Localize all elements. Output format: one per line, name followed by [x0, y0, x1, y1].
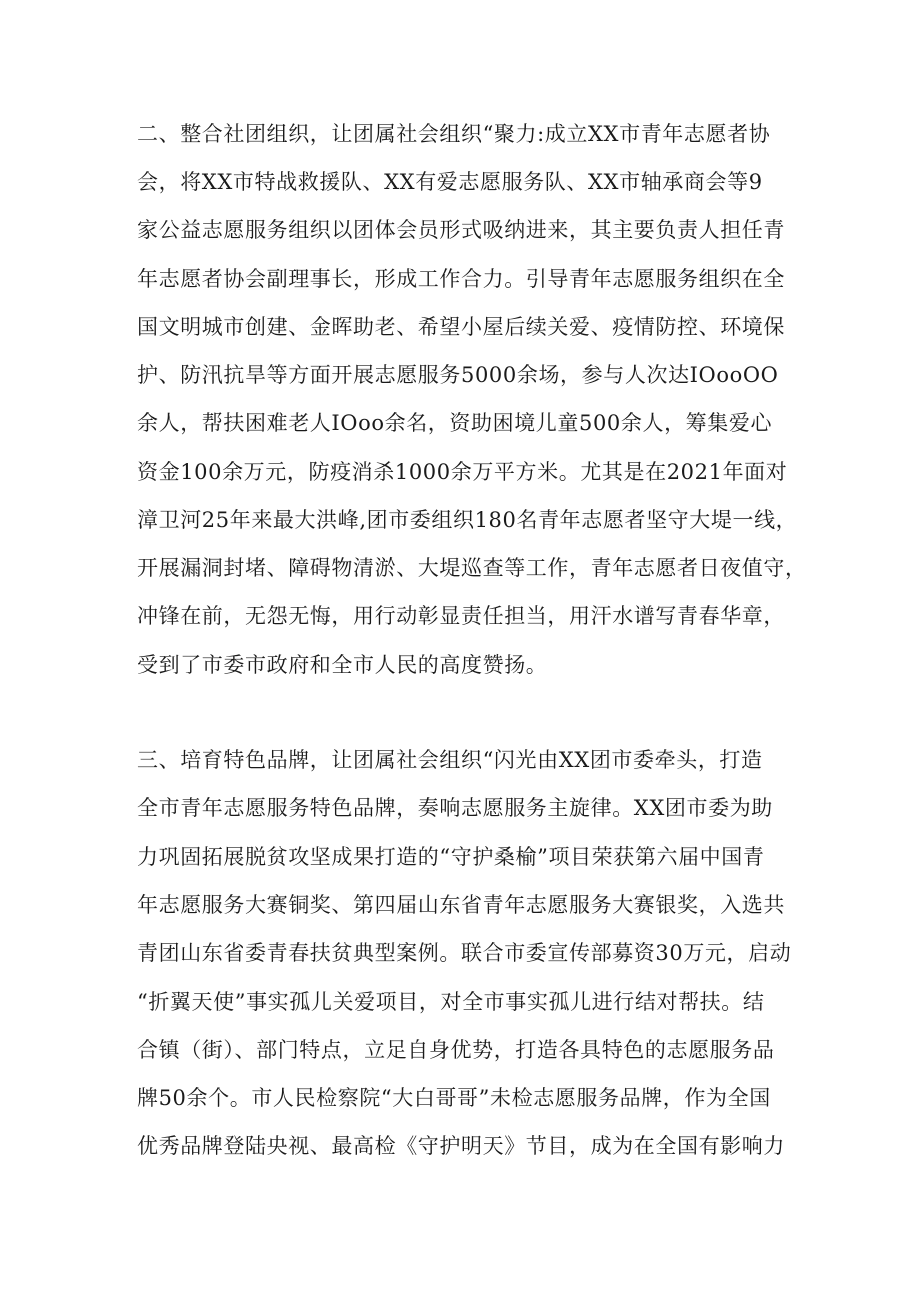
text-line: 全市青年志愿服务特色品牌，奏响志愿服务主旋律。XX团市委为助 — [137, 796, 773, 820]
text-line: 冲锋在前，无怨无悔，用行动彰显责任担当，用汗水谱写青春华章， — [137, 604, 785, 628]
text-line: 二、整合社团组织，让团属社会组织“聚力:成立XX市青年志愿者协 — [137, 122, 771, 146]
text-line: 资金100余万元，防疫消杀1000余万平方米。尤其是在2021年面对 — [137, 460, 788, 484]
text-line: 优秀品牌登陆央视、最高检《守护明天》节目，成为在全国有影响力 — [137, 1134, 785, 1158]
text-line: 力巩固拓展脱贫攻坚成果打造的“守护桑榆”项目荣获第六届中国青 — [137, 845, 765, 869]
text-line: 漳卫河25年来最大洪峰,团市委组织180名青年志愿者坚守大堤一线， — [137, 508, 798, 532]
text-line: 年志愿服务大赛铜奖、第四届山东省青年志愿服务大赛银奖，入选共 — [137, 893, 785, 917]
text-line: “折翼天使”事实孤儿关爱项目，对全市事实孤儿进行结对帮扶。结 — [137, 990, 765, 1014]
text-line: 会，将XX市特战救援队、XX有爱志愿服务队、XX市轴承商会等9 — [137, 170, 763, 194]
text-line: 牌50余个。市人民检察院“大白哥哥”未检志愿服务品牌，作为全国 — [137, 1086, 771, 1110]
text-line: 开展漏洞封堵、障碍物清淤、大堤巡查等工作，青年志愿者日夜值守， — [137, 556, 807, 580]
text-line: 年志愿者协会副理事长，形成工作合力。引导青年志愿服务组织在全 — [137, 267, 785, 291]
text-line: 青团山东省委青春扶贫典型案例。联合市委宣传部募资30万元，启动 — [137, 941, 792, 965]
text-line: 国文明城市创建、金晖助老、希望小屋后续关爱、疫情防控、环境保 — [137, 315, 785, 339]
text-line: 余人，帮扶困难老人IOoo余名，资助困境儿童500余人，筹集爱心 — [137, 411, 773, 435]
text-line: 三、培育特色品牌，让团属社会组织“闪光由XX团市委牵头，打造 — [137, 748, 763, 772]
text-line: 合镇（街）、部门特点，立足自身优势，打造各具特色的志愿服务品 — [137, 1038, 775, 1062]
text-line: 护、防汛抗旱等方面开展志愿服务5000余场，参与人次达IOooOO — [137, 363, 779, 387]
text-line: 受到了市委市政府和全市人民的高度赞扬。 — [137, 653, 548, 677]
text-line: 家公益志愿服务组织以团体会员形式吸纳进来，其主要负责人担任青 — [137, 218, 785, 242]
